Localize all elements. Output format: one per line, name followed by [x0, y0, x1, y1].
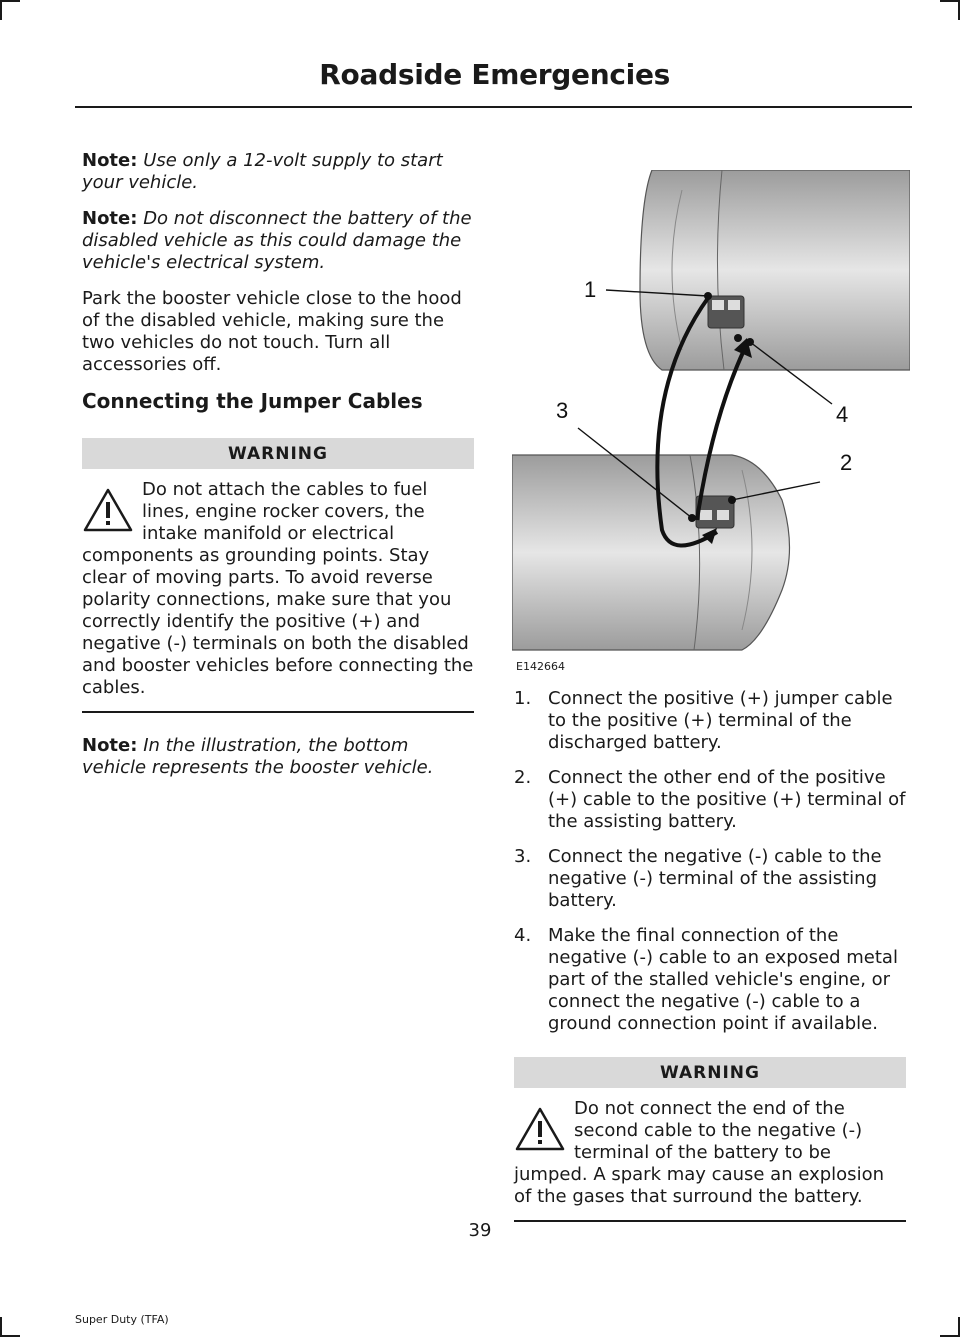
- footer-model: Super Duty (TFA): [75, 1313, 169, 1326]
- crop-mark: [0, 0, 20, 2]
- list-item: [514, 688, 906, 754]
- step-number: 4.: [514, 925, 532, 946]
- jumper-cable-illustration: [512, 170, 910, 678]
- warning-divider: [82, 711, 474, 713]
- step-text: Connect the negative (-) cable to the negative (-) terminal of the assisting battery.: [548, 846, 882, 911]
- left-column: [82, 150, 474, 793]
- steps-list: [514, 688, 906, 1035]
- step-text: Connect the positive (+) jumper cable to the positive (+) terminal of the discharged battery.: [548, 688, 893, 753]
- callout-3: 3: [556, 398, 569, 423]
- note-label: Note:: [82, 208, 138, 229]
- callout-4: 4: [836, 402, 849, 427]
- park-paragraph: Park the booster vehicle close to the hood of the disabled vehicle, making sure the two vehicles do not touch. Turn all accessories off.: [82, 288, 462, 375]
- note-text: Use only a 12-volt supply to start your vehicle.: [82, 150, 443, 193]
- note-disconnect: [82, 208, 474, 274]
- warning-body: [82, 479, 474, 699]
- note-text: In the illustration, the bottom vehicle represents the booster vehicle.: [82, 735, 434, 778]
- warning-header: WARNING: [82, 438, 474, 469]
- disabled-vehicle: [640, 170, 910, 370]
- step-number: 1.: [514, 688, 532, 709]
- crop-mark: [0, 1317, 2, 1337]
- note-text: Do not disconnect the battery of the disabled vehicle as this could damage the vehicle's electrical system.: [82, 208, 472, 273]
- section-heading: Connecting the Jumper Cables: [82, 389, 423, 413]
- warning-triangle-icon: [82, 487, 134, 533]
- page-title: Roadside Emergencies: [319, 58, 670, 91]
- warning-text: Do not connect the end of the second cable to the negative (-) terminal of the battery to be jumped. A spark may cause an explosion of the gases that surround the battery.: [514, 1098, 884, 1207]
- crop-mark: [940, 0, 960, 2]
- page-number: 39: [468, 1220, 492, 1241]
- header-divider: [75, 106, 912, 108]
- warning-triangle-icon: [514, 1106, 566, 1152]
- warning-body: [514, 1098, 906, 1208]
- crop-mark: [0, 0, 2, 20]
- step-text: Make the final connection of the negative (-) cable to an exposed metal part of the stalled vehicle's engine, or connect the negative (-) cable to a ground connection point if available.: [548, 925, 898, 1034]
- step-number: 2.: [514, 767, 532, 788]
- figure-code: E142664: [516, 660, 565, 673]
- list-item: [514, 767, 906, 833]
- note-illustration: [82, 735, 474, 779]
- step-number: 3.: [514, 846, 532, 867]
- list-item: [514, 925, 906, 1035]
- warning-header: WARNING: [514, 1057, 906, 1088]
- right-column: [514, 688, 906, 1244]
- callout-2: 2: [840, 450, 853, 475]
- warning-box: [514, 1057, 906, 1222]
- note-voltage: [82, 150, 474, 194]
- callout-1: 1: [584, 277, 597, 302]
- note-label: Note:: [82, 735, 138, 756]
- warning-box: [82, 438, 474, 713]
- booster-vehicle: [512, 455, 790, 650]
- step-text: Connect the other end of the positive (+) cable to the positive (+) terminal of the assisting battery.: [548, 767, 906, 832]
- warning-text: Do not attach the cables to fuel lines, engine rocker covers, the intake manifold or electrical components as grounding points. Stay clear of moving parts. To avoid reverse polarity connections, make sure that you correctly identify the positive (+) and negative (-) terminals on both the disabled and booster vehicles before connecting the cables.: [82, 479, 474, 698]
- note-label: Note:: [82, 150, 138, 171]
- list-item: [514, 846, 906, 912]
